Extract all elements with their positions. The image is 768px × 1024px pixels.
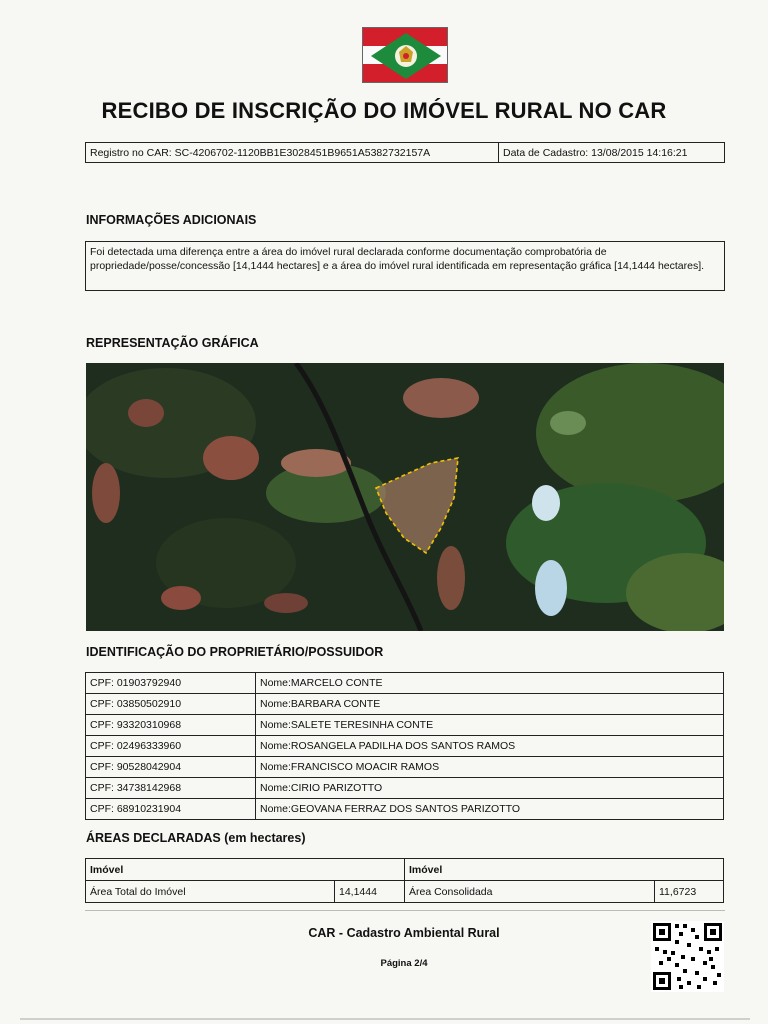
nome-cell: Nome:MARCELO CONTE <box>256 673 724 694</box>
areas-table <box>85 858 724 903</box>
area-value: 11,6723 <box>655 881 724 903</box>
col1-header: Imóvel <box>86 859 405 881</box>
cpf-cell: CPF: 02496333960 <box>86 736 256 757</box>
table-row <box>86 694 724 715</box>
table-row <box>86 757 724 778</box>
areas-heading: ÁREAS DECLARADAS (em hectares) <box>86 831 306 845</box>
registration-box <box>85 142 725 163</box>
table-row <box>86 736 724 757</box>
footer-divider <box>85 910 725 911</box>
cpf-cell: CPF: 68910231904 <box>86 799 256 820</box>
info-text: Foi detectada uma diferença entre a área do imóvel rural declarada conforme documentação comprobatória de propriedade/posse/concessão [14,1444 hectares] e a área do imóvel rural identificada em representação gráfica [14,1444 hectares]. <box>85 241 725 291</box>
owners-heading: IDENTIFICAÇÃO DO PROPRIETÁRIO/POSSUIDOR <box>86 645 384 659</box>
cpf-cell: CPF: 03850502910 <box>86 694 256 715</box>
data-cadastro: Data de Cadastro: 13/08/2015 14:16:21 <box>503 147 688 159</box>
info-heading: INFORMAÇÕES ADICIONAIS <box>86 213 257 227</box>
nome-cell: Nome:SALETE TERESINHA CONTE <box>256 715 724 736</box>
santa-catarina-flag <box>362 27 448 83</box>
footer-title: CAR - Cadastro Ambiental Rural <box>308 926 500 940</box>
table-row <box>86 881 724 903</box>
owners-table <box>85 672 724 820</box>
area-value: 14,1444 <box>335 881 405 903</box>
cpf-cell: CPF: 34738142968 <box>86 778 256 799</box>
nome-cell: Nome:GEOVANA FERRAZ DOS SANTOS PARIZOTTO <box>256 799 724 820</box>
nome-cell: Nome:BARBARA CONTE <box>256 694 724 715</box>
qr-code-icon <box>651 921 724 992</box>
col2-header: Imóvel <box>405 859 724 881</box>
table-row <box>86 799 724 820</box>
registro-car: Registro no CAR: SC-4206702-1120BB1E3028451B9651A5382732157A <box>86 143 499 162</box>
cpf-cell: CPF: 90528042904 <box>86 757 256 778</box>
cpf-cell: CPF: 93320310968 <box>86 715 256 736</box>
page-edge-line <box>20 1018 750 1020</box>
nome-cell: Nome:FRANCISCO MOACIR RAMOS <box>256 757 724 778</box>
nome-cell: Nome:CIRIO PARIZOTTO <box>256 778 724 799</box>
nome-cell: Nome:ROSANGELA PADILHA DOS SANTOS RAMOS <box>256 736 724 757</box>
document-title: RECIBO DE INSCRIÇÃO DO IMÓVEL RURAL NO CAR <box>101 98 667 123</box>
map-heading: REPRESENTAÇÃO GRÁFICA <box>86 336 259 350</box>
cpf-cell: CPF: 01903792940 <box>86 673 256 694</box>
table-row <box>86 778 724 799</box>
table-row <box>86 715 724 736</box>
satellite-map <box>86 363 724 631</box>
table-header-row <box>86 859 724 881</box>
area-label: Área Total do Imóvel <box>86 881 335 903</box>
page-number: Página 2/4 <box>380 958 428 969</box>
area-label: Área Consolidada <box>405 881 655 903</box>
table-row <box>86 673 724 694</box>
